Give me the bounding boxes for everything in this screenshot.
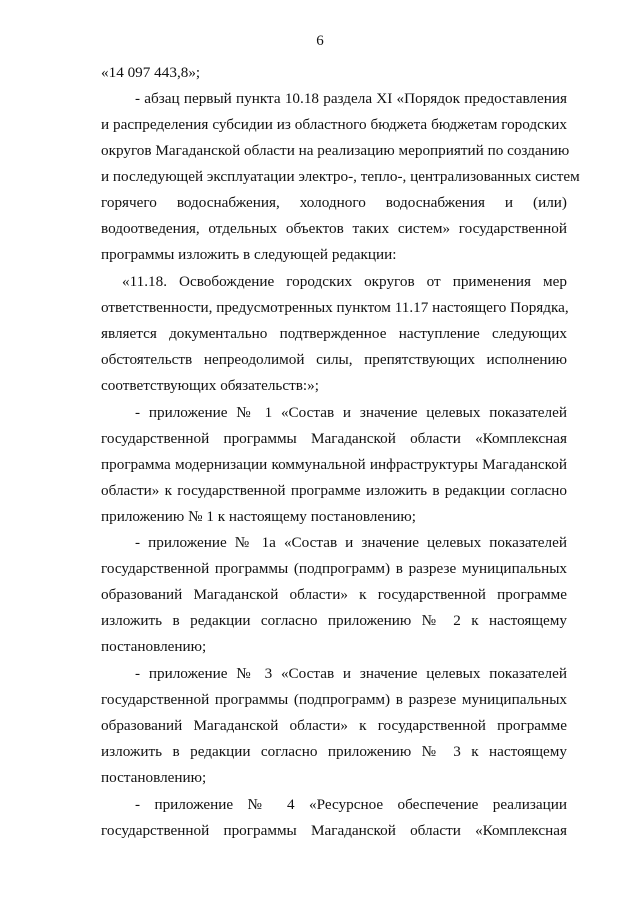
text-line: приложению № 1 к настоящему постановлению; [101,508,416,525]
text-line: программа модернизации коммунальной инфраструктуры Магаданской [101,456,567,473]
text-line: постановлению; [101,769,207,786]
text-line: образований Магаданской области» к государственной программе [101,717,567,734]
text-line: является документально подтвержденное наступление следующих [101,325,567,342]
text-line: образований Магаданской области» к государственной программе [101,586,567,603]
text-line: изложить в редакции согласно приложению № 3 к настоящему [101,743,567,760]
text-line: обстоятельств непреодолимой силы, препятствующих исполнению [101,351,567,368]
text-line: и распределения субсидии из областного бюджета бюджетам городских [101,116,567,133]
text-line: водоотведения, отдельных объектов таких систем» государственной [101,220,567,237]
text-line: - приложение № 1 «Состав и значение целевых показателей [135,404,567,421]
text-line: горячего водоснабжения, холодного водоснабжения и (или) [101,194,567,211]
text-line: - приложение № 3 «Состав и значение целевых показателей [135,665,567,682]
page-number: 6 [316,33,324,49]
text-line: и последующей эксплуатации электро-, тепло-, централизованных систем [101,168,580,185]
text-line: государственной программы Магаданской области «Комплексная [101,822,567,839]
text-line: «11.18. Освобождение городских округов от применения мер [122,273,567,290]
text-line: «14 097 443,8»; [101,64,201,81]
text-line: - приложение № 1а «Состав и значение целевых показателей [135,534,567,551]
text-line: округов Магаданской области на реализацию мероприятий по созданию [101,142,570,159]
text-line: изложить в редакции согласно приложению № 2 к настоящему [101,612,567,629]
text-line: государственной программы (подпрограмм) в разрезе муниципальных [101,560,567,577]
text-line: государственной программы Магаданской области «Комплексная [101,430,567,447]
text-line: соответствующих обязательств:»; [101,377,319,394]
text-line: постановлению; [101,638,207,655]
text-line: - приложение № 4 «Ресурсное обеспечение реализации [135,796,567,813]
text-line: - абзац первый пункта 10.18 раздела XI «Порядок предоставления [135,90,567,107]
text-line: программы изложить в следующей редакции: [101,246,397,263]
text-line: государственной программы (подпрограмм) в разрезе муниципальных [101,691,567,708]
text-line: ответственности, предусмотренных пунктом 11.17 настоящего Порядка, [101,299,569,316]
text-line: области» к государственной программе изложить в редакции согласно [101,482,567,499]
